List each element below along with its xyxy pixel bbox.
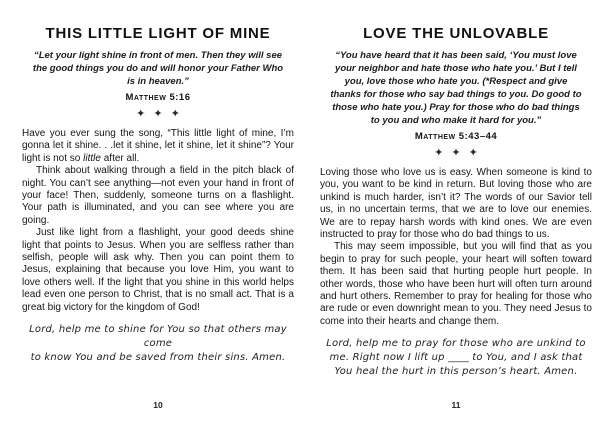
chapter-title: LOVE THE UNLOVABLE [363,25,549,42]
closing-prayer [22,323,294,365]
sparkle-icon: ✦ [451,147,461,159]
body-paragraph: Loving those who love us is easy. When someone is kind to you, you want to be kind in return. But loving those who are unkind is much harder, isn’t it? The words of our Savior tell us, in no uncertain terms, that we are to love our enemies. We are to repay harsh words with kind ones. We are even instructed to pray for those who do bad things to us. [320,167,592,241]
paragraph-emphasis: little [83,152,101,164]
sparkle-icon: ✦ [434,147,444,159]
closing-prayer [320,337,592,379]
body-text [22,128,294,314]
sparkle-icon: ✦ [468,147,478,159]
right-page [312,0,600,432]
paragraph-text: after all. [100,152,140,164]
sparkle-icon: ✦ [170,108,180,120]
prayer-line: You heal the hurt in this person’s heart. Amen. [334,366,578,378]
epigraph-verse: “You have heard that it has been said, ‘You must love your neighbor and hate those who hate you.’ But I tell you, love those who hate you. (*Respect and give thanks for those who say bad things to you. Do good to those who hate you.) Pray for those who do bad things to you and who make it hard for you.” [330,50,582,126]
sparkle-icon: ✦ [153,108,163,120]
sparkle-divider [320,148,592,159]
chapter-title: THIS LITTLE LIGHT OF MINE [45,25,271,42]
prayer-line: Lord, help me to shine for You so that others may come [29,324,287,350]
left-page [14,0,302,432]
prayer-line: me. Right now I lift up ____ to You, and I ask that [329,352,583,364]
scripture-reference: Matthew 5:16 [125,92,191,103]
sparkle-divider [22,109,294,120]
sparkle-icon: ✦ [136,108,146,120]
body-paragraph: Just like light from a flashlight, your good deeds shine light that points to Jesus. When you are selfless rather than selfish, people will ask why. Then you can point them to Jesus, explaining that because you love Him, you want to love others well. If the light that you shine in this world helps lead even one person to Christ, that is no small act. That is a great big victory for the kingdom of God! [22,227,294,313]
body-paragraph [22,128,294,165]
scripture-reference: Matthew 5:43–44 [414,131,498,142]
prayer-line: Lord, help me to pray for those who are unkind to [326,338,586,350]
body-paragraph: Think about walking through a field in the pitch black of night. You can’t see anything—not even your hand in front of your face! Then, suddenly, someone turns on a flashlight. Your path is illuminated, and you can see where you are going. [22,165,294,226]
body-text [320,167,592,328]
paragraph-text: Have you ever sung the song, “This little light of mine, I’m gonna let it shine. . .let it shine, let it shine, let it shine”? Your light is not so [22,128,294,164]
prayer-line: to know You and be saved from their sins. Amen. [30,352,286,364]
page-number: 11 [451,400,461,410]
body-paragraph: This may seem impossible, but you will find that as you begin to pray for such people, your heart will soften toward them. It has been said that hurting people hurt people. In other words, those who have been hurt will often turn around and hurt others. Remember to pray for healing for those who are rude or even downright mean to you. They need Jesus to come into their hearts and change them. [320,241,592,327]
page-number: 10 [153,400,163,410]
epigraph-verse: “Let your light shine in front of men. Then they will see the good things you do and will honor your Father Who is in heaven.” [32,50,284,87]
